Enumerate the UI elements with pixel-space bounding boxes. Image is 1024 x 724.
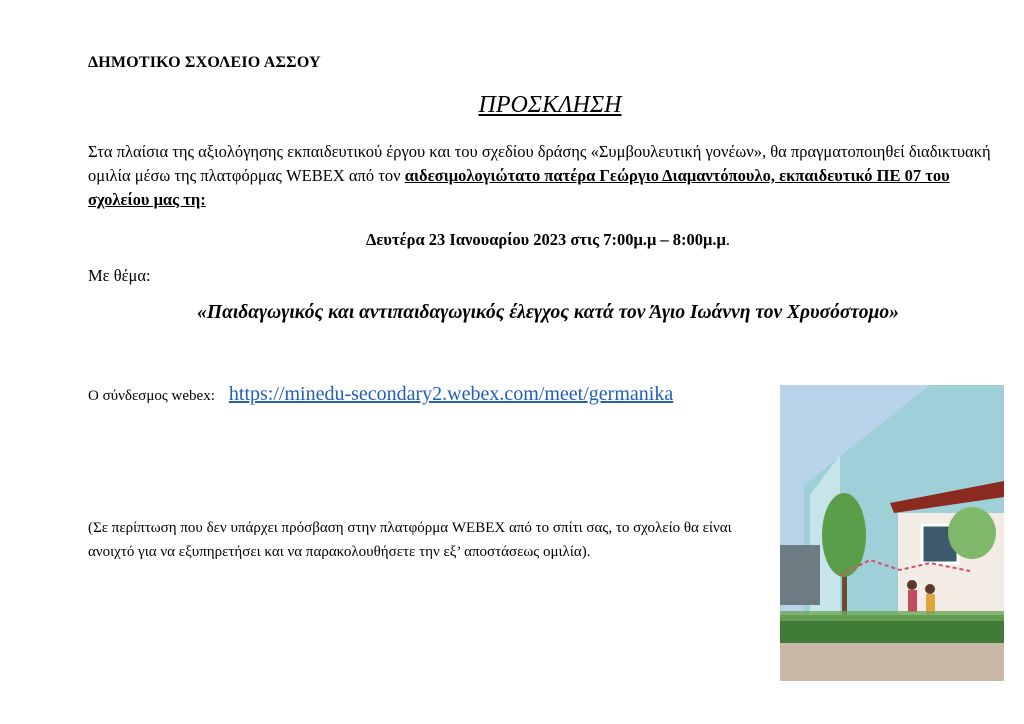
talk-topic: «Παιδαγωγικός και αντιπαιδαγωγικός έλεγχος κατά τον Άγιο Ιωάννη τον Χρυσόστομο» xyxy=(197,302,899,323)
painted-tree-right xyxy=(948,507,996,559)
pavement xyxy=(780,643,1004,681)
webex-link[interactable]: https://minedu-secondary2.webex.com/meet/germanika xyxy=(228,383,674,405)
painted-child-body xyxy=(908,590,917,612)
painted-child xyxy=(907,580,917,590)
webex-link-row xyxy=(88,383,673,406)
painted-child-2 xyxy=(925,584,935,594)
event-date-text: Δευτέρα 23 Ιανουαρίου 2023 στις 7:00μ.μ – 8:00μ.μ xyxy=(366,230,726,249)
access-note: (Σε περίπτωση που δεν υπάρχει πρόσβαση στην πλατφόρμα WEBEX από το σπίτι σας, το σχολείο θα είναι ανοιχτό για να εξυπηρετήσει και να παρακολουθήσετε την εξ’ αποστάσεως ομιλία). xyxy=(88,520,732,560)
background-building xyxy=(780,545,820,605)
event-date-end: . xyxy=(725,230,730,249)
school-mural-photo xyxy=(780,385,1004,681)
intro-text: Στα πλαίσια της αξιολόγησης εκπαιδευτικού έργου και του σχεδίου δράσης «Συμβουλευτική γονέων», θα πραγματοποιηθεί διαδικτυακή ομιλία μέσω της πλατφόρμας WEBEX από τον xyxy=(88,142,991,185)
topic-label: Με θέμα: xyxy=(88,266,151,285)
grass-top xyxy=(780,611,1004,621)
speaker-name: αιδεσιμολογιώτατο πατέρα Γεώργιο Διαμαντόπουλο, εκπαιδευτικό ΠΕ 07 του σχολείου μας τη: xyxy=(88,166,950,209)
intro-paragraph xyxy=(88,140,1008,212)
document-title: ΠΡΟΣΚΛΗΣΗ xyxy=(478,92,622,118)
event-date xyxy=(88,230,1008,250)
webex-link-label: Ο σύνδεσμος webex: xyxy=(88,388,215,404)
school-name: ΔΗΜΟΤΙΚΟ ΣΧΟΛΕΙΟ ΑΣΣΟΥ xyxy=(88,54,321,71)
